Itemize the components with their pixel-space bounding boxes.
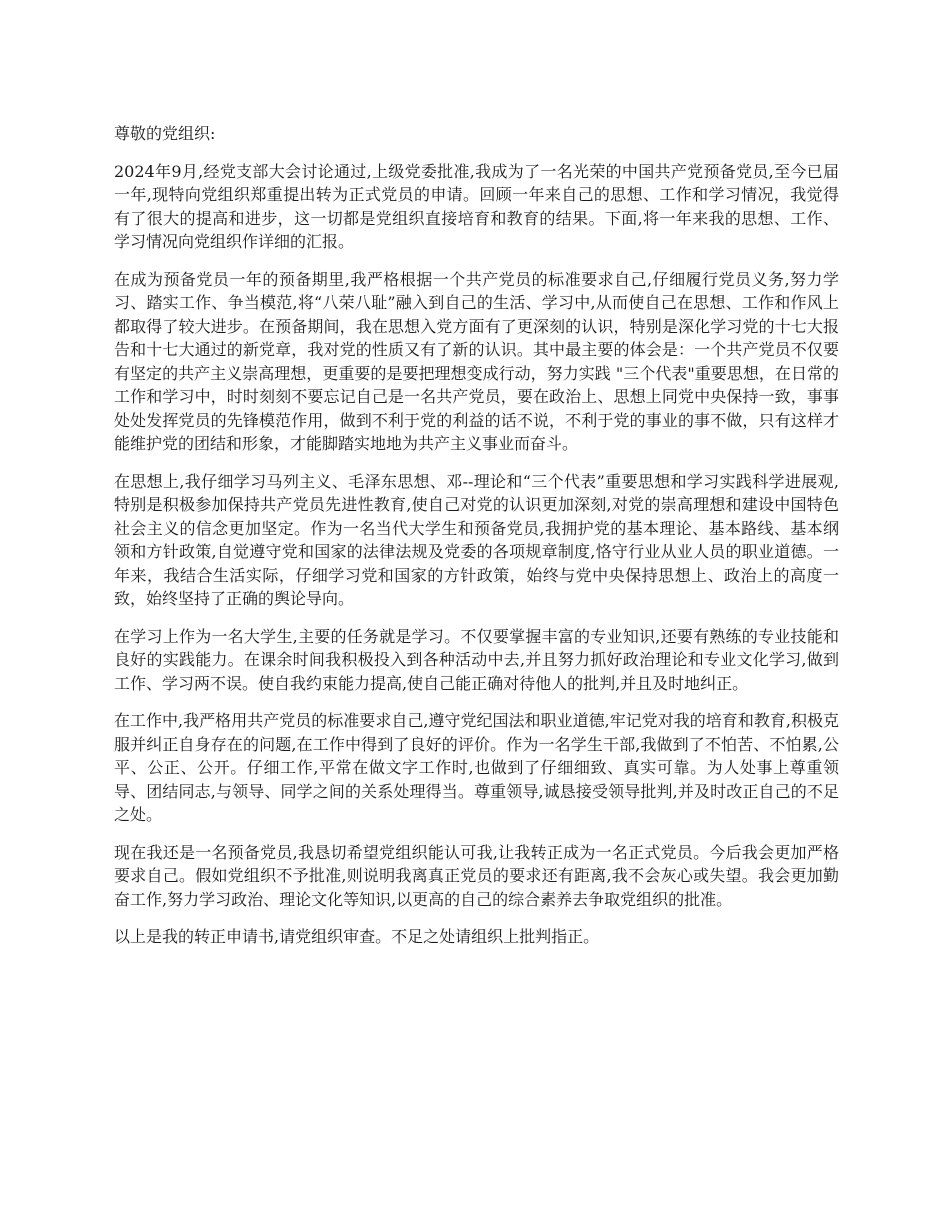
paragraph-probation-period: 在成为预备党员一年的预备期里,我严格根据一个共产党员的标准要求自己,仔细履行党员义务,努力学习、踏实工作、争当模范,将“八荣八耻”融入到自己的生活、学习中,从而使自己在思想、工作和作风上都取得了较大进步。在预备期间，我在思想入党方面有了更深刻的认识，特别是深化学习党的十七大报告和十七大通过的新党章，我对党的性质又有了新的认识。其中最主要的体会是：一个共产党员不仅要有坚定的共产主义崇高理想，更重要的是要把理想变成行动，努力实践 "三个代表"重要思想，在日常的工作和学习中，时时刻刻不要忘记自己是一名共产党员，要在政治上、思想上同党中央保持一致，事事处处发挥党员的先锋模范作用，做到不利于党的利益的话不说，不利于党的事业的事不做，只有这样才能维护党的团结和形象，才能脚踏实地地为共产主义事业而奋斗。 bbox=[114, 269, 839, 453]
paragraph-membership-intro: 2024年9月,经党支部大会讨论通过,上级党委批准,我成为了一名光荣的中国共产党预备党员,至今已届一年,现特向党组织郑重提出转为正式党员的申请。回顾一年来自己的思想、工作和学习情况，我觉得有了很大的提高和进步，这一切都是党组织直接培育和教育的结果。下面,将一年来我的思想、工作、学习情况向党组织作详细的汇报。 bbox=[114, 161, 839, 251]
salutation: 尊敬的党组织: bbox=[114, 124, 216, 143]
paragraph-hope: 现在我还是一名预备党员,我恳切希望党组织能认可我,让我转正成为一名正式党员。今后我会更加严格要求自己。假如党组织不予批准,则说明我离真正党员的要求还有距离,我不会灰心或失望。我会更加勤奋工作,努力学习政治、理论文化等知识,以更高的自己的综合素养去争取党组织的批准。 bbox=[114, 842, 839, 909]
paragraph-study: 在学习上作为一名大学生,主要的任务就是学习。不仅要掌握丰富的专业知识,还要有熟练的专业技能和良好的实践能力。在课余时间我积极投入到各种活动中去,并且努力抓好政治理论和专业文化学习,做到工作、学习两不误。使自我约束能力提高,使自己能正确对待他人的批判,并且及时地纠正。 bbox=[114, 626, 839, 693]
paragraph-work: 在工作中,我严格用共产党员的标准要求自己,遵守党纪国法和职业道德,牢记党对我的培育和教育,积极克服并纠正自身存在的问题,在工作中得到了良好的评价。作为一名学生干部,我做到了不怕苦、不怕累,公平、公正、公开。仔细工作,平常在做文字工作时,也做到了仔细细致、真实可靠。为人处事上尊重领导、团结同志,与领导、同学之间的关系处理得当。尊重领导,诚恳接受领导批判,并及时改正自己的不足之处。 bbox=[114, 711, 839, 824]
letter-body bbox=[114, 122, 839, 963]
paragraph-ideology: 在思想上,我仔细学习马列主义、毛泽东思想、邓--理论和“三个代表”重要思想和学习实践科学进展观,特别是积极参加保持共产党员先进性教育,使自己对党的认识更加深刻,对党的崇高理想和建设中国特色社会主义的信念更加坚定。作为一名当代大学生和预备党员,我拥护党的基本理论、基本路线、基本纲领和方针政策,自觉遵守党和国家的法律法规及党委的各项规章制度,恪守行业从业人员的职业道德。一年来，我结合生活实际，仔细学习党和国家的方针政策，始终与党中央保持思想上、政治上的高度一致，始终坚持了正确的舆论导向。 bbox=[114, 471, 839, 608]
paragraph-closing: 以上是我的转正申请书,请党组织审查。不足之处请组织上批判指正。 bbox=[114, 927, 600, 946]
